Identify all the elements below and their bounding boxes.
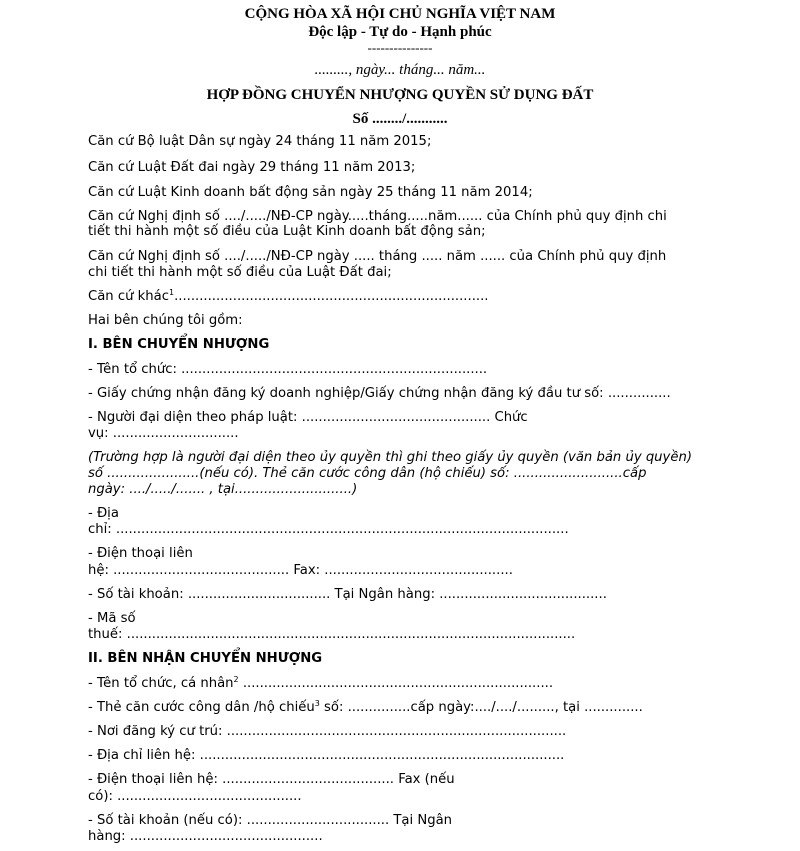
transferor-phone-line1: - Điện thoại liên (88, 546, 193, 561)
transferee-phone-line1: - Điện thoại liên hệ: ......................................... Fax (nếu (88, 772, 455, 787)
transferor-legal-rep-line2: vụ: .............................. (88, 426, 239, 441)
transferor-address-line1: - Địa (88, 506, 119, 521)
country-name: CỘNG HÒA XÃ HỘI CHỦ NGHĨA VIỆT NAM (244, 6, 556, 22)
section-2-heading: II. BÊN NHẬN CHUYỂN NHƯỢNG (88, 651, 323, 666)
transferor-tax-line2: thuế: ........................................................................................................... (88, 627, 576, 642)
basis-other-dots: ........................................................................... (174, 289, 489, 304)
basis-other-label: Căn cứ khác (88, 289, 169, 304)
basis-land-law: Căn cứ Luật Đất đai ngày 29 tháng 11 năm 2013; (88, 160, 416, 175)
transferor-org-name: - Tên tổ chức: ......................................................................... (88, 362, 488, 377)
authorization-note-line1: (Trường hợp là người đại diện theo ủy quyền thì ghi theo giấy ủy quyền (văn bản ủy quyền) (88, 450, 692, 465)
contract-title: HỢP ĐỒNG CHUYỂN NHƯỢNG QUYỀN SỬ DỤNG ĐẤT (206, 87, 594, 103)
authorization-note-line3: ngày: ..../...../....... , tại............................) (88, 482, 358, 497)
transferee-name-dots: .......................................................................... (238, 676, 554, 691)
basis-decree-2-line1: Căn cứ Nghị định số ..../...../NĐ-CP ngày ..... tháng ..... năm ...... của Chính phủ quy định (88, 249, 667, 264)
basis-decree-2-line2: chi tiết thi hành một số điều của Luật Đất đai; (88, 265, 392, 280)
transferee-id-rest: số: ...............cấp ngày:..../..../........., tại .............. (319, 700, 643, 715)
section-1-heading: I. BÊN CHUYỂN NHƯỢNG (88, 337, 270, 352)
transferor-tax-line1: - Mã số (88, 611, 136, 626)
date-line: ........., ngày... tháng... năm... (314, 62, 486, 78)
transferee-phone-line2: có): ............................................ (88, 789, 302, 804)
footnote-ref-1: 1 (168, 288, 175, 297)
transferee-contact-address: - Địa chỉ liên hệ: ....................................................................................... (88, 748, 565, 763)
transferee-id (88, 700, 643, 715)
transferor-phone-line2: hệ: .......................................... Fax: ............................................. (88, 563, 513, 578)
contract-number: Số ......../........... (352, 111, 448, 127)
parties-intro: Hai bên chúng tôi gồm: (88, 313, 243, 328)
basis-civil-code: Căn cứ Bộ luật Dân sự ngày 24 tháng 11 năm 2015; (88, 134, 432, 149)
footnote-ref-3: 3 (314, 699, 320, 708)
basis-other (88, 289, 488, 304)
transferee-id-label: - Thẻ căn cước công dân /hộ chiếu (88, 700, 315, 715)
basis-decree-1-line2: tiết thi hành một số điều của Luật Kinh doanh bất động sản; (88, 224, 486, 239)
transferor-address-line2: chỉ: ............................................................................................................ (88, 522, 569, 537)
authorization-note-line2: số ......................(nếu có). Thẻ căn cước công dân (hộ chiếu) số: ..........................cấp (88, 466, 647, 481)
transferee-name (88, 676, 553, 691)
basis-decree-1-line1: Căn cứ Nghị định số ..../...../NĐ-CP ngày.....tháng.....năm...... của Chính phủ quy định chi (88, 209, 667, 224)
national-motto: Độc lập - Tự do - Hạnh phúc (308, 24, 492, 40)
header-separator: --------------- (367, 40, 433, 55)
transferee-bank-line1: - Số tài khoản (nếu có): .................................. Tại Ngân (88, 813, 453, 828)
transferor-business-cert: - Giấy chứng nhận đăng ký doanh nghiệp/Giấy chứng nhận đăng ký đầu tư số: ............... (88, 386, 671, 401)
transferee-bank-line2: hàng: .............................................. (88, 829, 323, 844)
basis-real-estate-law: Căn cứ Luật Kinh doanh bất động sản ngày 25 tháng 11 năm 2014; (88, 185, 533, 200)
transferee-residence: - Nơi đăng ký cư trú: ................................................................................. (88, 724, 567, 739)
footnote-ref-2: 2 (233, 675, 239, 684)
transferee-name-label: - Tên tổ chức, cá nhân (88, 676, 234, 691)
transferor-legal-rep-line1: - Người đại diện theo pháp luật: ............................................. Chức (88, 410, 528, 425)
transferor-bank-account: - Số tài khoản: .................................. Tại Ngân hàng: ........................................ (88, 587, 607, 602)
